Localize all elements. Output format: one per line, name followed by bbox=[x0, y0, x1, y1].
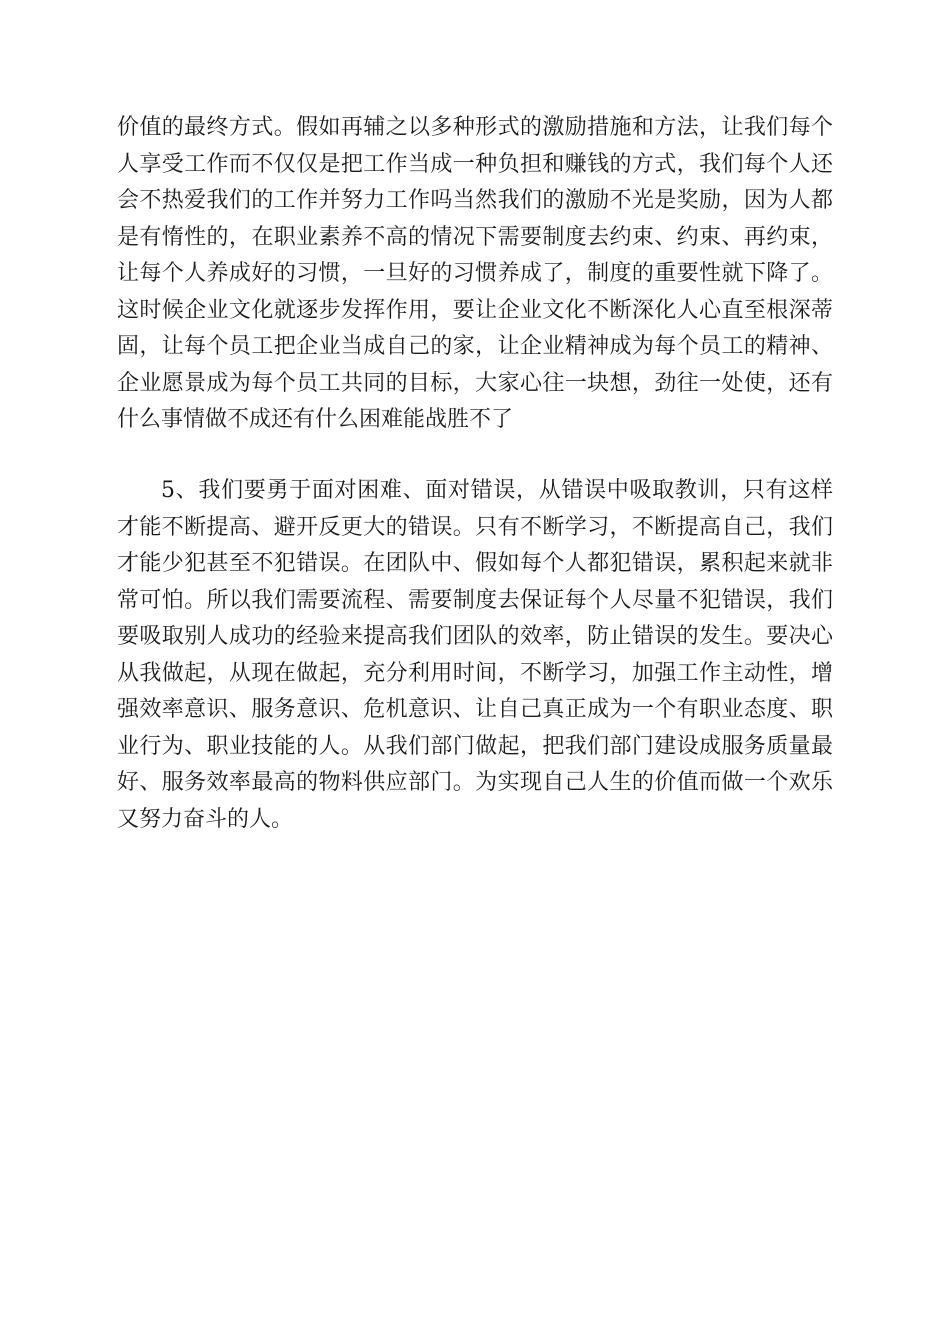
paragraph-continued bbox=[117, 110, 833, 439]
text-line: 这时候企业文化就逐步发挥作用，要让企业文化不断深化人心直至根深蒂 bbox=[117, 297, 833, 323]
paragraph-point-5 bbox=[117, 473, 833, 838]
text-line: 强效率意识、服务意识、危机意识、让自己真正成为一个有职业态度、职 bbox=[117, 697, 833, 722]
text-line: 企业愿景成为每个员工共同的目标，大家心往一块想，劲往一处使，还有 bbox=[117, 370, 833, 396]
text-line: 常可怕。所以我们需要流程、需要制度去保证每个人尽量不犯错误，我们 bbox=[117, 587, 833, 613]
text-line: 又努力奋斗的人。 bbox=[117, 806, 294, 832]
text-line: 业行为、职业技能的人。从我们部门做起，把我们部门建设成服务质量最 bbox=[117, 733, 833, 759]
text-line: 好、服务效率最高的物料供应部门。为实现自己人生的价值而做一个欢乐 bbox=[117, 770, 833, 795]
text-line: 价值的最终方式。假如再辅之以多种形式的激励措施和方法，让我们每个 bbox=[117, 115, 833, 140]
text-line: 从我做起，从现在做起，充分利用时间，不断学习，加强工作主动性，增 bbox=[117, 660, 833, 686]
text-line: 什么事情做不成还有什么困难能战胜不了 bbox=[117, 407, 514, 432]
text-line: 固，让每个员工把企业当成自己的家，让企业精神成为每个员工的精神、 bbox=[117, 334, 833, 359]
text-line: 要吸取别人成功的经验来提高我们团队的效率，防止错误的发生。要决心 bbox=[117, 624, 833, 649]
text-line: 会不热爱我们的工作并努力工作吗当然我们的激励不光是奖励，因为人都 bbox=[117, 188, 833, 213]
text-line: 才能不断提高、避开反更大的错误。只有不断学习，不断提高自己，我们 bbox=[117, 514, 833, 540]
text-line: 是有惰性的，在职业素养不高的情况下需要制度去约束、约束、再约束， bbox=[117, 224, 833, 250]
text-line: 人享受工作而不仅仅是把工作当成一种负担和赚钱的方式，我们每个人还 bbox=[117, 151, 833, 177]
text-line: 5、我们要勇于面对困难、面对错误，从错误中吸取教训，只有这样 bbox=[161, 478, 833, 503]
text-line: 才能少犯甚至不犯错误。在团队中、假如每个人都犯错误，累积起来就非 bbox=[117, 551, 833, 576]
text-line: 让每个人养成好的习惯，一旦好的习惯养成了，制度的重要性就下降了。 bbox=[117, 261, 833, 286]
